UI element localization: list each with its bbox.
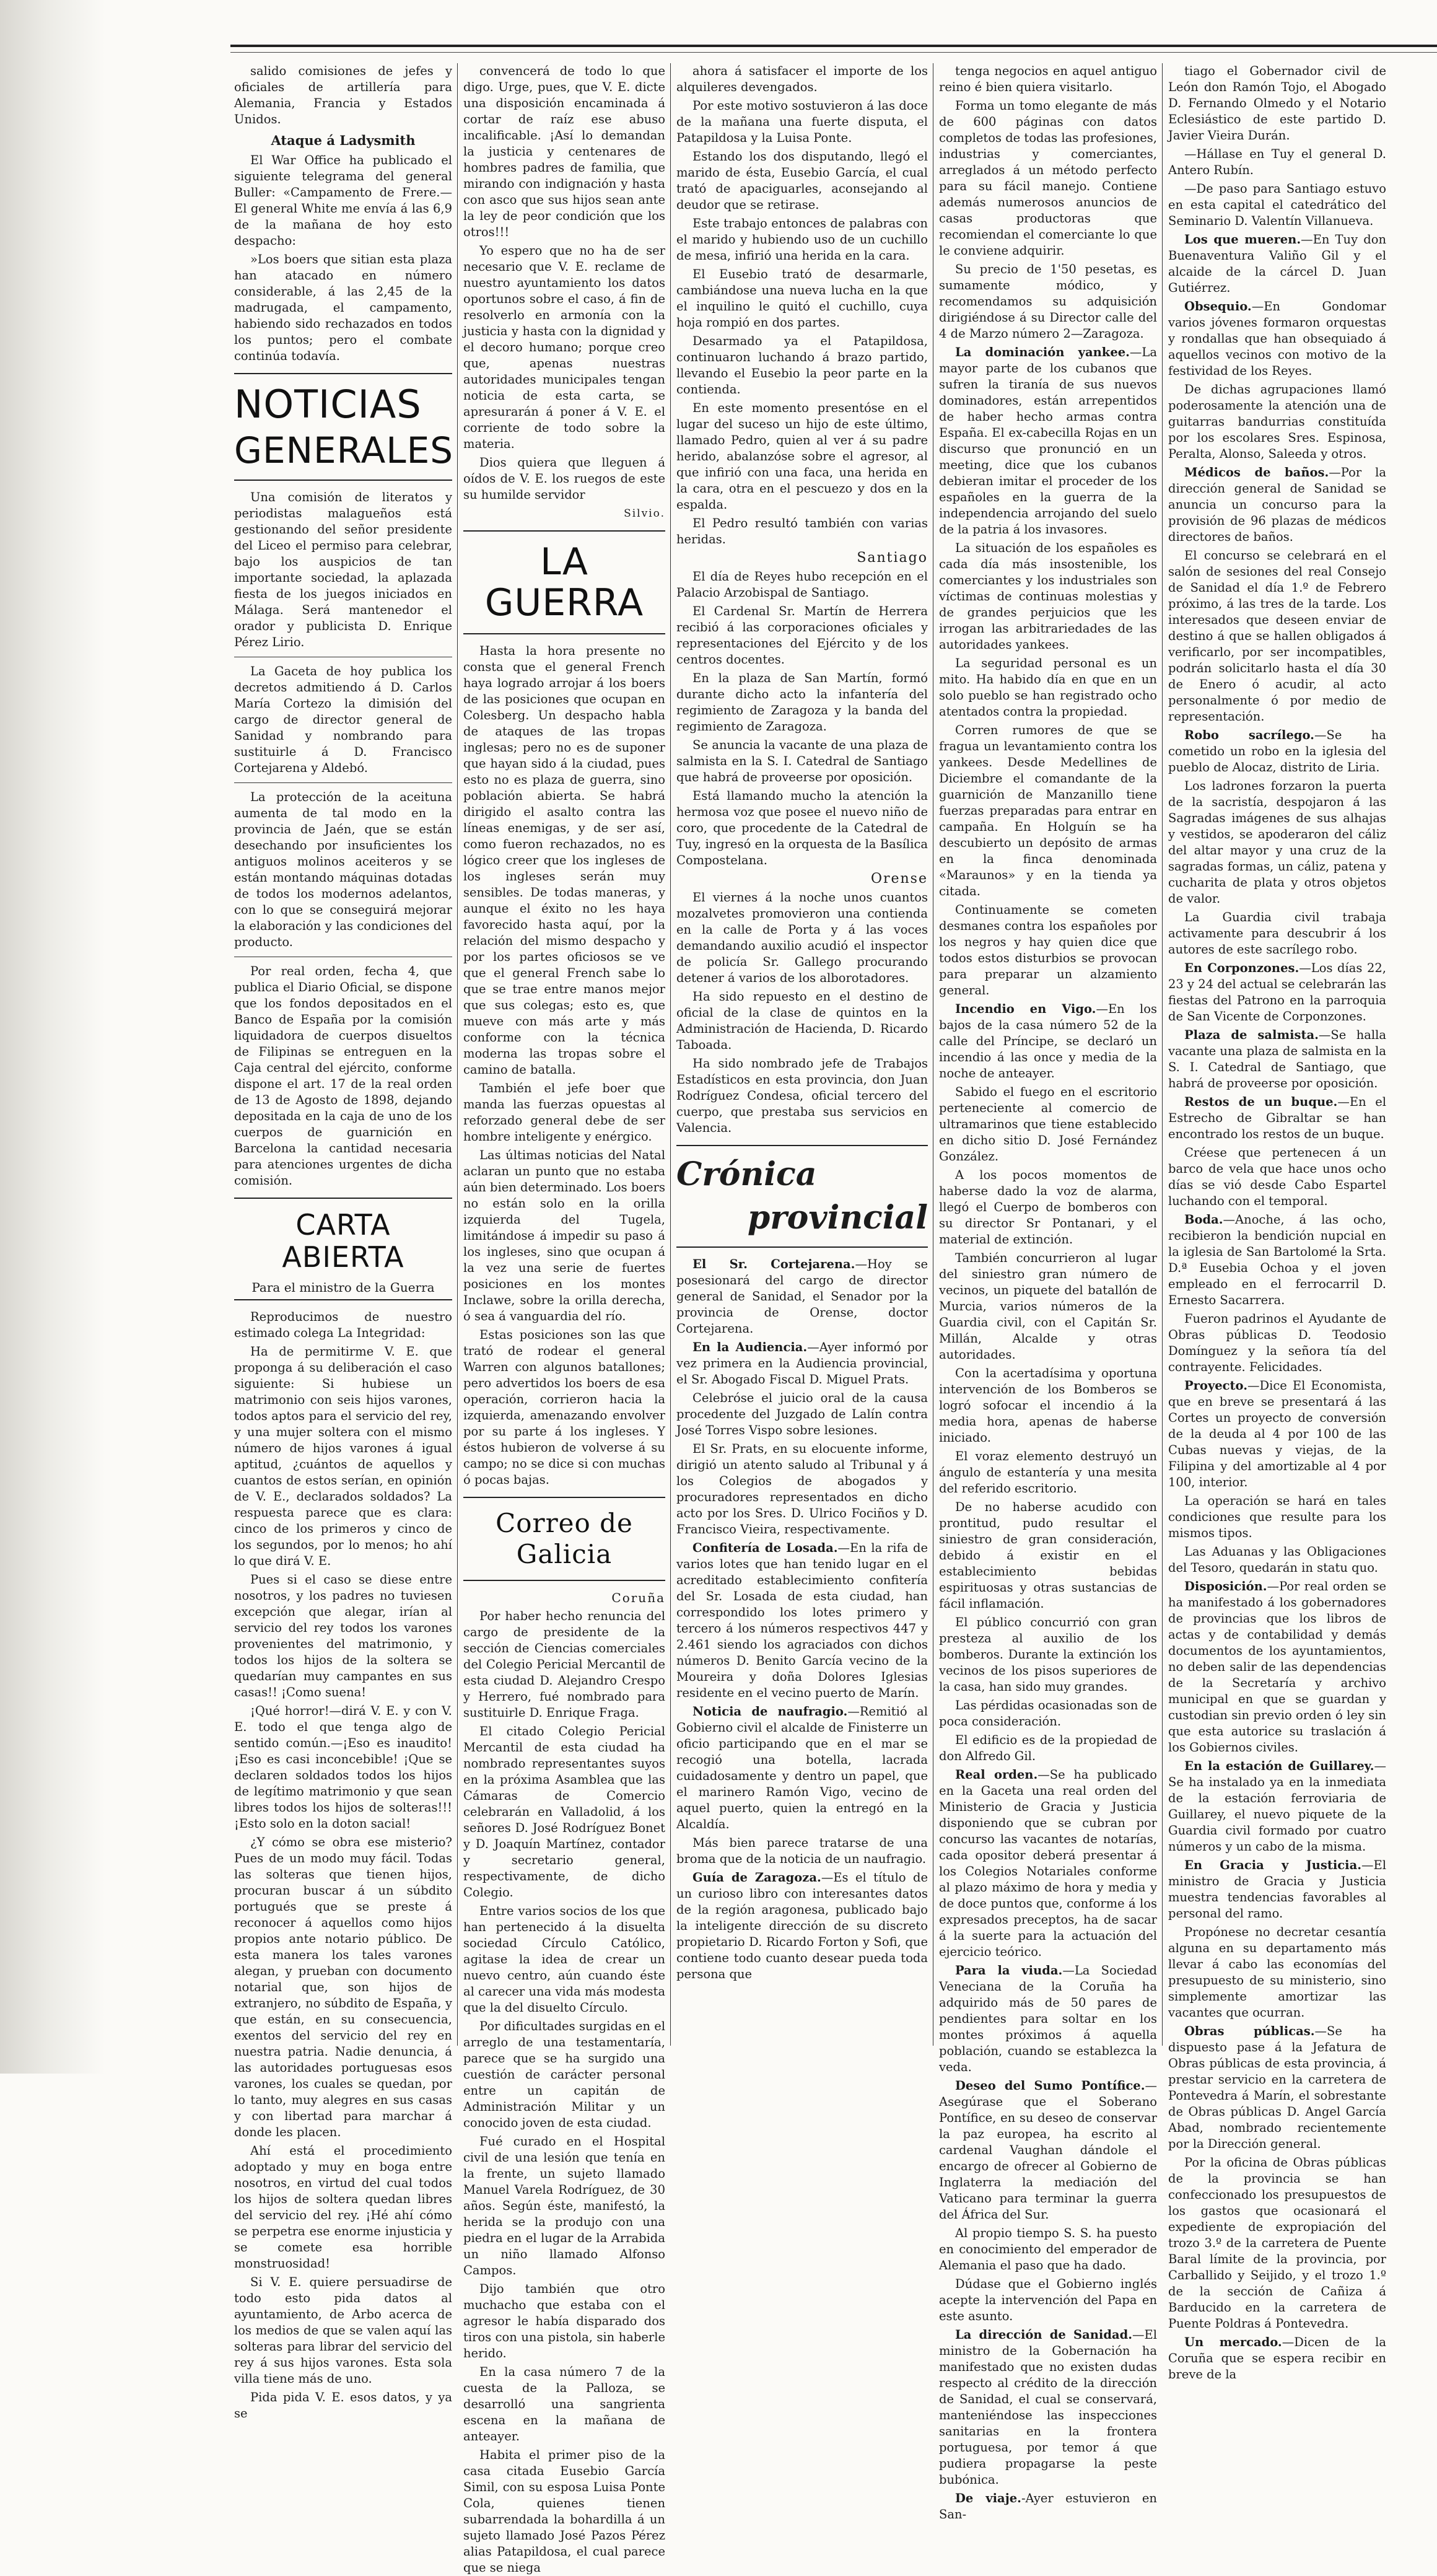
paragraph: De no haberse acudido con prontitud, pudo resultar el siniestro de gran consideración, debido á existir en el establecimiento bebidas espirituosas y otras sustancias de fácil inflamación. [939, 1500, 1157, 1611]
paragraph: El Pedro resultó también con varias heridas. [676, 516, 928, 546]
paragraph: Estando los dos disputando, llegó el marido de ésta, Eusebio García, el cual trató de apaciguarles, aconsejando al deudor que se retirase. [676, 149, 928, 212]
paragraph: Por este motivo sostuvieron á las doce de la mañana una fuerte disputa, el Patapildosa y la Luisa Ponte. [676, 99, 928, 145]
paragraph: La protección de la aceituna aumenta de tal modo en la provincia de Jaén, que se están desechando por insuficientes los antiguos molinos aceiteros y se están montando máquinas dotadas de todos los modernos adelantos, con lo que se conseguirá mejorar la elaboración y las condiciones del producto. [234, 790, 452, 949]
paragraph: El War Office ha publicado el siguiente telegrama del general Buller: «Campamento de Frere.—El general White me envía á las 6,9 de la mañana de hoy esto despacho: [234, 153, 452, 248]
paragraph: El Eusebio trató de desarmarle, cambiándose una nueva lucha en la que el inquilino le quitó el cuchillo, cuya hoja rompió en dos partes. [676, 267, 928, 330]
paragraph: Por haber hecho renuncia del cargo de presidente de la sección de Ciencias comerciales del Colegio Pericial Mercantil de esta ciudad D. Alejandro Crespo y Herrero, fué nombrado para sustituirle D. Enrique Fraga. [463, 1609, 665, 1720]
paragraph [1168, 727, 1386, 776]
item-text: —En Gondomar varios jóvenes formaron orquestas y rondallas que han obsequiado á aquellos vecinos con motivo de la festividad de los Reyes. [1168, 299, 1386, 378]
paragraph: ¿Y cómo se obra ese misterio? Pues de un modo muy fácil. Todas las solteras que tienen hijos, procuran buscar á un súbdito portugués que se preste á reconocer á aquellos como hijos propios ante notario público. De esta manera los tales varones alegan, y prueban con documento notarial que, son hijos de extranjero, no súbdito de España, y que están, en su consecuencia, exentos del servicio del rey en nuestra patria. Nadie denuncia, á las autoridades portuguesas esos varones, los cuales se quedan, por lo tanto, muy alegres en sus casas y con libertad para marchar á donde les placen. [234, 1835, 452, 2139]
item-text: —Dicen de la Coruña que se espera recibir en breve de la [1168, 2335, 1386, 2381]
paragraph: El Cardenal Sr. Martín de Herrera recibió á las corporaciones oficiales y representaciones del Ejército y de los centros docentes. [676, 604, 928, 667]
signature: Silvio. [624, 507, 665, 520]
item-text: —Se halla vacante una plaza de salmista en la S. I. Catedral de Santiago, que habrá de proveerse por oposición. [1168, 1028, 1386, 1090]
paragraph: La operación se hará en tales condiciones que resulte para los mismos tipos. [1168, 1494, 1386, 1540]
item-text: —Por la dirección general de Sanidad se anuncia un concurso para la provisión de 96 plazas de médicos directores de baños. [1168, 465, 1387, 544]
paragraph: Yo espero que no ha de ser necesario que V. E. reclame de nuestro ayuntamiento los datos oportunos sobre el caso, á fin de resolverlo en armonía con la justicia y hasta con la dignidad y el decoro humano; porque creo que, apenas nuestras autoridades municipales tengan noticia de esta carta, se apresurarán á poner á V. E. el corriente de todo sobre la materia. [463, 243, 665, 451]
paragraph [1168, 1579, 1386, 1756]
paragraph: Con la acertadísima y oportuna intervención de los Bomberos se logró sofocar el incendio á la media hora, apenas de haberse iniciado. [939, 1366, 1157, 1445]
item-text: —El ministro de Gracia y Justicia muestra tendencias favorables al personal del ramo. [1168, 1858, 1386, 1921]
paragraph: Habita el primer piso de la casa citada Eusebio García Simil, con su esposa Luisa Ponte Cola, quienes tienen subarrendada la bohardilla á un sujeto llamado José Pazos Pérez alias Patapildosa, el cual parece que se niega [463, 2448, 665, 2575]
item-heading: Deseo del Sumo Pontífice. [955, 2079, 1145, 2093]
heading-correo-de-galicia: Correo de Galicia [496, 1508, 633, 1569]
noticias-heading-box [234, 373, 452, 481]
item-heading: Confitería de Losada. [692, 1541, 838, 1555]
item-text: —Es el título de un curioso libro con interesantes datos de la región aragonesa, publicado bajo la inteligente dirección de su discreto propietario D. Ricardo Forton y Sofi, que contiene todo cuanto desear pueda toda persona que [676, 1870, 928, 1981]
heading-provincial: provincial [747, 1199, 928, 1237]
item-text: —Se ha instalado ya en la inmediata de la estación ferroviaria de Guillarey, el nuevo piquete de la Guardia civil formado por cuatro números y un cabo de la misma. [1168, 1759, 1386, 1854]
paragraph: —Hállase en Tuy el general D. Antero Rubín. [1168, 147, 1386, 177]
item-heading: La dominación yankee. [955, 345, 1130, 359]
top-rule [230, 45, 1437, 53]
item-heading: Boda. [1184, 1212, 1223, 1227]
paragraph [1168, 465, 1386, 545]
item-heading: Real orden. [955, 1768, 1038, 1782]
item-text: —Los días 22, 23 y 24 del actual se celebrarán las fiestas del Patrono en la parroquia de San Vicente de Corponzones. [1168, 961, 1386, 1023]
paragraph: También concurrieron al lugar del siniestro gran número de vecinos, un piquete del batallón de Murcia, varios números de la Guardia civil, con el Capitán Sr. Millán, Alcalde y otras autoridades. [939, 1251, 1157, 1362]
paragraph: Su precio de 1'50 pesetas, es sumamente módico, y recomendamos su adquisición dirigiéndose á su Director calle del 4 de Marzo número 2—Zaragoza. [939, 262, 1157, 341]
paragraph: tiago el Gobernador civil de León don Ramón Tojo, el Abogado D. Fernando Olmedo y el Notario Eclesiástico de este partido D. Javier Vieira Durán. [1168, 64, 1386, 142]
column-3 [676, 63, 928, 2058]
paragraph [1168, 1094, 1386, 1142]
paragraph: La seguridad personal es un mito. Ha habido día en que en un solo pueblo se han registrado ocho atentados contra la propiedad. [939, 656, 1157, 719]
paragraph: ahora á satisfacer el importe de los alquileres devengados. [676, 64, 928, 94]
paragraph [1168, 1378, 1386, 1491]
paragraph: El público concurrió con gran presteza al auxilio de los bomberos. Durante la extinción los vecinos de los pisos superiores de la casa, han sido muy grandes. [939, 1615, 1157, 1694]
item-heading: Los que mueren. [1184, 232, 1301, 247]
item-text: —Hoy se posesionará del cargo de director general de Sanidad, el Senador por la provincia de Orense, doctor Cortejarena. [676, 1257, 928, 1336]
paragraph: tenga negocios en aquel antiguo reino é bien quiera visitarlo. [939, 64, 1157, 94]
item-heading: Para la viuda. [955, 1963, 1063, 1978]
paragraph: Dijo también que otro muchacho que estaba con el agresor le había disparado dos tiros con una pistola, sin haberle herido. [463, 2282, 665, 2360]
item-heading: Obras públicas. [1184, 2024, 1315, 2038]
paragraph: Por real orden, fecha 4, que publica el Diario Oficial, se dispone que los fondos depositados en el Banco de España por la comisión liquidadora de cuerpos disueltos de Filipinas se entreguen en la Caja central del ejército, conforme dispone el art. 17 de la real orden de 13 de Agosto de 1898, dejando depositada en la caja de uno de los cuerpos de guarnición en Barcelona la cantidad necesaria para atenciones urgentes de dicha comisión. [234, 964, 452, 1188]
paragraph [1168, 1212, 1386, 1308]
paragraph: Las últimas noticias del Natal aclaran un punto que no estaba aún bien determinado. Los boers no están solo en la orilla izquierda del Tugela, limitándose á impedir su paso á los ingleses, sino que ocupan á la vez una serie de fuertes posiciones en los montes Inclawe, sobre la orilla derecha, ó sea á vanguardia del río. [463, 1148, 665, 1323]
paragraph: Corren rumores de que se fragua un levantamiento contra los yankees. Desde Medellines de Diciembre el comandante de la guarnición de Manzanillo tiene fuerzas preparadas para entrar en campaña. En Holguín se ha descubierto un depósito de armas en la finca denominada «Maraunos» y en la tienda ya citada. [939, 723, 1157, 898]
item-heading: Guía de Zaragoza. [692, 1870, 821, 1885]
paragraph [939, 2078, 1157, 2223]
paragraph: El Sr. Prats, en su elocuente informe, dirigió un atento saludo al Tribunal y á los Colegios de abogados y procuradores representados en dicho acto por los Sres. D. Ulrico Fociños y D. Francisco Vieira, respectivamente. [676, 1442, 928, 1536]
column-1 [234, 63, 454, 2420]
paragraph: En la plaza de San Martín, formó durante dicho acto la infantería del regimiento de Zaragoza y la banda del regimiento de Zaragoza. [676, 671, 928, 734]
item-heading: Un mercado. [1184, 2335, 1282, 2349]
paragraph: Pues si el caso se diese entre nosotros, y los padres no tuviesen excepción que alegar, irían al servicio del rey todos los varones provenientes del matrimonio, y todos los hijos de la soltera se quedarían muy campantes en sus casas!! ¡Como suena! [234, 1572, 452, 1699]
paragraph: A los pocos momentos de haberse dado la voz de alarma, llegó el Cuerpo de bomberos con su director Sr Pontanari, y el material de extinción. [939, 1168, 1157, 1246]
paragraph: Desarmado ya el Patapildosa, continuaron luchando á brazo partido, llevando el Eusebio la peor parte en la contienda. [676, 334, 928, 396]
cronica-heading-box [676, 1145, 928, 1248]
item-text: —En los bajos de la casa número 52 de la calle del Príncipe, se declaró un incendio á las once y media de la noche de anteayer. [939, 1002, 1158, 1080]
paragraph: Ha sido nombrado jefe de Trabajos Estadísticos en esta provincia, don Juan Rodríguez Condesa, oficial tercero del cuerpo, que prestaba sus servicios en Valencia. [676, 1056, 928, 1135]
item-text: —Se ha cometido un robo en la iglesia del pueblo de Alocaz, distrito de Liria. [1168, 728, 1386, 774]
heading-noticias-2: GENERALES [234, 429, 454, 471]
item-text: —En Tuy don Buenaventura Valiño Gil y el alcaide de la cárcel D. Juan Gutiérrez. [1168, 232, 1386, 295]
paragraph: Forma un tomo elegante de más de 600 páginas con datos completos de todas las profesiones, industrias y comerciantes, arreglados á un método perfecto para su fácil manejo. Contiene además numerosos anuncios de casas productoras que recomiendan el comerciante lo que le conviene adquirir. [939, 99, 1157, 258]
paragraph: Está llamando mucho la atención la hermosa voz que posee el nuevo niño de coro, que procedente de la Catedral de Tuy, ingresó en la orquesta de la Basílica Compostelana. [676, 789, 928, 867]
column-rule [457, 63, 458, 2046]
item-heading: En Corponzones. [1184, 961, 1299, 975]
correo-heading-box [463, 1497, 665, 1581]
paragraph: Si V. E. quiere persuadirse de todo esto pida datos al ayuntamiento, de Arbo acerca de los medios de que se valen aquí las solteras para librar del servicio del rey á sus hijos varones. Esta sola villa tiene más de uno. [234, 2275, 452, 2386]
paragraph: Este trabajo entonces de palabras con el marido y hubiendo uso de un cuchillo de mesa, infirió una herida en la cara. [676, 216, 928, 263]
paragraph: En este momento presentóse en el lugar del suceso un hijo de este último, llamado Pedro, quien al ver á su padre herido, abalanzóse sobre el agresor, al que infirió con una faca, una herida en la cara, otra en el pescuezo y dos en la espalda. [676, 401, 928, 512]
paragraph [1168, 299, 1386, 379]
paragraph: La situación de los españoles es cada día más insostenible, los comerciantes y los industriales son víctimas de continuas molestias y de grandes perjuicios que les irrogan las arbitrariedades de las autoridades yankees. [939, 541, 1157, 652]
heading-carta-abierta: CARTA ABIERTA [282, 1208, 404, 1274]
item-text: —La mayor parte de los cubanos que sufren la tiranía de sus nuevos dominadores, están arrepentidos de haber hecho armas contra España. El ex-cabecilla Rojas en un discurso que pronunció en un meeting, dice que los cubanos debieran imitar el proceder de los españoles en la guerra de la independencia arrojando del suelo de la patria á los invasores. [939, 345, 1157, 537]
guerra-heading-box [463, 530, 665, 634]
item-heading: Disposición. [1184, 1579, 1267, 1593]
paragraph: En la casa número 7 de la cuesta de la Palloza, se desarrolló una sangrienta escena en la mañana de anteayer. [463, 2365, 665, 2443]
paragraph: El día de Reyes hubo recepción en el Palacio Arzobispal de Santiago. [676, 569, 928, 600]
paragraph: Al propio tiempo S. S. ha puesto en conocimiento del emperador de Alemania el paso que ha dado. [939, 2226, 1157, 2272]
item-text: —Se ha publicado en la Gaceta una real orden del Ministerio de Gracia y Justicia disponiendo que se cubran por concurso las vacantes de notarías, cada opositor deberá presentar á los Colegios Notariales conforme al plazo máximo de hora y media y de doce puntos que, conforme á los expresados preceptos, ha de sacar á la suerte para la actuación del ejercicio teórico. [939, 1768, 1158, 1959]
paragraph: Una comisión de literatos y periodistas malagueños está gestionando del señor presidente del Liceo el permiso para celebrar, bajo los auspicios de tan importante sociedad, la aplazada fiesta de los juegos iniciados en Málaga. Será mantenedor el orador y publicista D. Enrique Pérez Lirio. [234, 490, 452, 649]
item-text: —Se ha dispuesto pase á la Jefatura de Obras públicas de esta provincia, á prestar servicio en la carretera de Pontevedra á Marín, el sobrestante de Obras públicas D. Angel García Abad, nombrado recientemente por la Dirección general. [1168, 2024, 1386, 2151]
paragraph [1168, 2334, 1386, 2383]
paragraph: Fueron padrinos el Ayudante de Obras públicas D. Teodosio Domínguez y la señora tía del contrayente. Felicidades. [1168, 1312, 1386, 1374]
paragraph: Ahí está el procedimiento adoptado y muy en boga entre nosotros, en virtud del cual todos los hijos de soltera quedan libres del servicio del rey. ¡Hé ahí cómo se perpetra ese enorme injusticia y se comete esa horrible monstruosidad! [234, 2144, 452, 2271]
item-text: —El ministro de la Gobernación ha manifestado que no existen dudas respecto al crédito de la dirección de Sanidad, el cual se conservará, manteniéndose las inspecciones sanitarias en la frontera portuguesa, por temor á que pudiera propagarse la peste bubónica. [939, 2328, 1157, 2487]
paragraph: Por la oficina de Obras públicas de la provincia se han confeccionado los presupuestos de los gastos que ocasionará el expediente de expropiación del trozo 3.º de la carretera de Puente Baral límite de la provincia, por Carballido y Seijido, y el trozo 1.º de la sección de Cañiza á Barducido en la carretera de Puente Poldras á Pontevedra. [1168, 2155, 1386, 2331]
paragraph: Celebróse el juicio oral de la causa procedente del Juzgado de Lalín contra José Torres Vispo sobre lesiones. [676, 1391, 928, 1437]
divider [234, 782, 452, 783]
paragraph: Más bien parece tratarse de una broma que de la noticia de un naufragio. [676, 1836, 928, 1866]
paragraph: Créese que pertenecen á un barco de vela que hace unos ocho días se vió desde Cabo Espartel luchando con el temporal. [1168, 1146, 1386, 1208]
item-heading: En Gracia y Justicia. [1184, 1858, 1362, 1872]
item-text: —La Sociedad Veneciana de la Coruña ha adquirido más de 50 pares de pendientes para soltar en los montes próximos á aquella población, cuando se establezca la veda. [939, 1963, 1157, 2074]
dateline-santiago: Santiago [857, 550, 928, 566]
item-text: —En el Estrecho de Gibraltar se han encontrado los restos de un buque. [1168, 1095, 1386, 1141]
paragraph [1168, 1758, 1386, 1855]
paragraph [939, 1767, 1157, 1960]
paragraph: Ha sido repuesto en el destino de oficial de la clase de quintos en la Administración de Hacienda, D. Ricardo Taboada. [676, 989, 928, 1052]
paragraph: Propónese no decretar cesantía alguna en su departamento más llevar á cabo las economías del presupuesto de su ministerio, sino simplemente amortizar las vacantes que ocurran. [1168, 1925, 1386, 2020]
paragraph [939, 2327, 1157, 2488]
scan-binding-shadow [0, 0, 105, 2074]
item-heading: De viaje. [955, 2491, 1021, 2505]
paragraph: El citado Colegio Pericial Mercantil de esta ciudad ha nombrado representantes suyos en la próxima Asamblea que las Cámaras de Comercio celebrarán en Valladolid, á los señores D. José Rodríguez Bonet y D. Joaquín Martínez, contador y secretario general, respectivamente, de dicho Colegio. [463, 1724, 665, 1899]
paragraph: El viernes á la noche unos cuantos mozalvetes promovieron una contienda en la calle de Porta y á las voces demandando auxilio acudió el inspector de policía Sr. Gallego procurando detener á varios de los alborotadores. [676, 890, 928, 985]
paragraph [676, 1870, 928, 1982]
item-heading: Proyecto. [1184, 1378, 1248, 1393]
paragraph [1168, 960, 1386, 1025]
item-text: —Dice El Economista, que en breve se presentará á las Cortes un proyecto de conversión de la deuda al 4 por 100 de las Cubas nuevas y viejas, de la Filipina y del amortizable al 4 por 100, interior. [1168, 1378, 1386, 1489]
paragraph [939, 1963, 1157, 2075]
paragraph [676, 1256, 928, 1337]
column-rule [1162, 63, 1163, 2046]
item-text: —Anoche, á las ocho, recibieron la bendición nupcial en la iglesia de San Bartolomé la Srta. D.ª Eusebia Ochoa y el joven empleado en el ferrocarril D. Ernesto Sacarrera. [1168, 1212, 1386, 1307]
column-4 [939, 63, 1158, 2521]
paragraph [1168, 1857, 1386, 1922]
item-text: —Por real orden se ha manifestado á los gobernadores de provincias que los libros de actas y de contabilidad y demás documentos de los ayuntamientos, no deben salir de las dependencias de la Secretaría y archivo municipal en que se guardan y custodian sin previo orden ó ley sin que esta autorice su traslación á los Gobiernos civiles. [1168, 1579, 1386, 1755]
column-5 [1168, 63, 1387, 2381]
column-2 [463, 63, 665, 2575]
section-heading: Ataque á Ladysmith [271, 133, 416, 148]
carta-subtitle: Para el ministro de la Guerra [251, 1280, 435, 1295]
paragraph: Las Aduanas y las Obligaciones del Tesoro, quedarán in statu quo. [1168, 1544, 1386, 1575]
paragraph: —De paso para Santiago estuvo en esta capital el catedrático del Seminario D. Valentín Villanueva. [1168, 182, 1386, 228]
heading-cronica: Crónica [676, 1155, 817, 1193]
item-heading: En la estación de Guillarey. [1184, 1759, 1374, 1773]
paragraph [676, 1704, 928, 1833]
item-heading: Robo sacrílego. [1184, 728, 1314, 742]
paragraph: También el jefe boer que manda las fuerzas opuestas al reforzado general debe de ser hombre inteligente y enérgico. [463, 1081, 665, 1144]
paragraph: Ha de permitirme V. E. que proponga á su deliberación el caso siguiente: Si hubiese un matrimonio con seis hijos varones, todos aptos para el servicio del rey, y una mujer soltera con el mismo número de hijos varones á igual aptitud, ¿cuántos de aquellos y cuantos de estos serían, en opinión de V. E., declarados soldados? La respuesta parece que es clara: cinco de los primeros y cinco de los segundos, por lo menos; ho ahí lo que dirá V. E. [234, 1344, 452, 1568]
paragraph: »Los boers que sitian esta plaza han atacado en número considerable, á las 2,45 de la madrugada, el campamento, habiendo sido rechazados en todos los puntos; pero el combate continúa todavía. [234, 252, 452, 363]
item-text: —Remitió al Gobierno civil el alcalde de Finisterre un oficio participando que en el mar se recogió una botella, lacrada cuidadosamente y dentro un papel, que el marinero Ramón Vigo, vecino de aquel puerto, quien la entregó en la Alcaldía. [676, 1704, 928, 1831]
paragraph: La Gaceta de hoy publica los decretos admitiendo á D. Carlos María Cortezo la dimisión del cargo de director general de Sanidad y nombrando para sustituirle á D. Francisco Cortejarena y Aldebó. [234, 664, 452, 775]
item-heading: Noticia de naufragio. [692, 1704, 848, 1719]
paragraph: Dúdase que el Gobierno inglés acepte la intervención del Papa en este asunto. [939, 2277, 1157, 2323]
carta-heading-box [234, 1198, 452, 1300]
paragraph [1168, 2023, 1386, 2152]
paragraph [939, 1001, 1157, 1082]
paragraph: Sabido el fuego en el escritorio perteneciente al comercio de ultramarinos que tiene establecido en dicho sitio D. José Fernández González. [939, 1085, 1157, 1163]
item-heading: Restos de un buque. [1184, 1095, 1338, 1109]
paragraph [676, 1540, 928, 1701]
item-text: —Asegúrase que el Soberano Pontífice, en su deseo de conservar la paz europea, ha escrito al cardenal Vaughan dándole el encargo de ofrecer al Gobierno de Inglaterra la mediación del Vaticano para terminar la guerra del África del Sur. [939, 2079, 1157, 2222]
item-heading: Médicos de baños. [1184, 465, 1329, 480]
item-heading: Obsequio. [1184, 299, 1252, 313]
item-text: -Ayer estuvieron en San- [939, 2491, 1157, 2521]
paragraph: Por dificultades surgidas en el arreglo de una testamentaría, parece que se ha surgido una cuestión de carácter personal entre un capitán de Administración Militar y un conocido joven de esta ciudad. [463, 2019, 665, 2130]
paragraph [939, 2491, 1157, 2523]
dateline-orense: Orense [870, 871, 928, 887]
paragraph: De dichas agrupaciones llamó poderosamente la atención una de guitarras bandurrias constituída por los escolares Sres. Espinosa, Peralta, Alonso, Saleeda y otros. [1168, 382, 1386, 461]
dateline-coruna: Coruña [611, 1590, 665, 1605]
paragraph [1168, 1027, 1386, 1092]
item-heading: Incendio en Vigo. [955, 1002, 1096, 1016]
paragraph: Continuamente se cometen desmanes contra los españoles por los negros y hay quien dice que todos estos disturbios se provocan para preparar un alzamiento general. [939, 903, 1157, 997]
paragraph: Fué curado en el Hospital civil de una lesión que tenía en la frente, un sujeto llamado Manuel Varela Rodríguez, de 30 años. Según éste, manifestó, la herida se la produjo con una piedra en el lugar de la Arrabida un niño llamado Alfonso Campos. [463, 2134, 665, 2277]
paragraph: El voraz elemento destruyó un ángulo de estantería y una mesita del referido escritorio. [939, 1449, 1157, 1496]
item-heading: Plaza de salmista. [1184, 1028, 1319, 1042]
paragraph: Los ladrones forzaron la puerta de la sacristía, despojaron á las Sagradas imágenes de sus alhajas y vestidos, se apoderaron del cáliz del altar mayor y una cruz de la sagradas formas, un cáliz, patena y cucharita de plata y otros objetos de valor. [1168, 779, 1386, 906]
paragraph: Se anuncia la vacante de una plaza de salmista en la S. I. Catedral de Santiago que habrá de proveerse por oposición. [676, 738, 928, 784]
paragraph [939, 344, 1157, 538]
paragraph: Hasta la hora presente no consta que el general French haya logrado arrojar á los boers de las posiciones que ocupan en Colesberg. Un despacho habla de ataques de las tropas inglesas; pero no es de suponer que hayan sido á la ciudad, pues esto no es plaza de guerra, sino población abierta. Se habrá dirigido el asalto contra las líneas enemigas, y de ser así, como fueron rechazados, no es lógico creer que los ingleses de los ingleses serán muy sensibles. De todas maneras, y aunque el éxito no les haya favorecido hasta aquí, por la relación del mismo despacho y por los partes oficiosos se ve que el general French sabe lo que se trae entre manos mejor que sus colegas; esto es, que mueve con más arte y más conforme con la técnica moderna las tropas sobre el camino de batalla. [463, 644, 665, 1077]
paragraph: Pida pida V. E. esos datos, y ya se [234, 2390, 452, 2420]
paragraph: El edificio es de la propiedad de don Alfredo Gil. [939, 1733, 1157, 1763]
heading-noticias-1: NOTICIAS [234, 382, 422, 427]
paragraph [676, 1339, 928, 1388]
paragraph: Reproducimos de nuestro estimado colega La Integridad: [234, 1310, 452, 1340]
paragraph: La Guardia civil trabaja activamente para descubrir á los autores de este sacrílego robo. [1168, 910, 1386, 957]
paragraph: Entre varios socios de los que han pertenecido á la disuelta sociedad Círculo Católico, agitase la idea de crear un nuevo centro, aún cuando éste al carecer una vida más modesta que la del disuelto Círculo. [463, 1904, 665, 2015]
item-heading: El Sr. Cortejarena. [692, 1257, 855, 1271]
paragraph: Dios quiera que lleguen á oídos de V. E. los ruegos de este su humilde servidor [463, 455, 665, 502]
item-heading: La dirección de Sanidad. [955, 2328, 1133, 2342]
paragraph: Las pérdidas ocasionadas son de poca consideración. [939, 1698, 1157, 1728]
paragraph: convencerá de todo lo que digo. Urge, pues, que V. E. dicte una disposición encaminada á cortar de raíz ese abuso incalificable. ¡Así lo demandan la justicia y centenares de hombres padres de familia, que mirando con indignación y hasta con asco que sus hijos sean ante la ley de peor condición que los otros!!! [463, 64, 665, 239]
heading-la-guerra: LA GUERRA [484, 540, 644, 624]
column-rule [670, 63, 671, 2046]
item-text: —En la rifa de varios lotes que han tenido lugar en el acreditado establecimiento confitería del Sr. Losada de esta ciudad, han correspondido los lotes primero y tercero á los números respectivos 447 y 2.461 siendo los agraciados con dichos números D. Benito García vecino de la Moureira y doña Dolores Iglesias residente en el vecino puerto de Marín. [676, 1541, 928, 1700]
paragraph: ¡Qué horror!—dirá V. E. y con V. E. todo el que tenga algo de sentido común.—¡Eso es inaudito! ¡Eso es casi inconcebible! ¡Que se declaren soldados todos los hijos de legítimo matrimonio y que sean libres todos los hijos de solteras!!! ¡Esto solo en la doton sacial! [234, 1704, 452, 1831]
item-heading: En la Audiencia. [692, 1340, 808, 1354]
paragraph: salido comisiones de jefes y oficiales de artillería para Alemania, Francia y Estados Unidos. [234, 64, 452, 126]
paragraph [1168, 232, 1386, 296]
paragraph: El concurso se celebrará en el salón de sesiones del real Consejo de Sanidad el día 1.º de Febrero próximo, á las tres de la tarde. Los interesados que deseen enviar de destino á que se hallen obligados á verificarlo, por ser incompatibles, podrán solicitarlo hasta el día 30 de Enero ó acudir, al acto personalmente ó por medio de representación. [1168, 548, 1386, 724]
paragraph: Estas posiciones son las que trató de rodear el general Warren con algunos batallones; pero advertidos los boers de esa operación, corrieron hacia la izquierda, amenazando envolver por su parte á los ingleses. Y éstos hubieron de volverse á su campo; no se dice si con muchas ó pocas bajas. [463, 1328, 665, 1487]
item-text: —Ayer informó por vez primera en la Audiencia provincial, el Sr. Abogado Fiscal D. Miguel Prats. [676, 1340, 928, 1387]
